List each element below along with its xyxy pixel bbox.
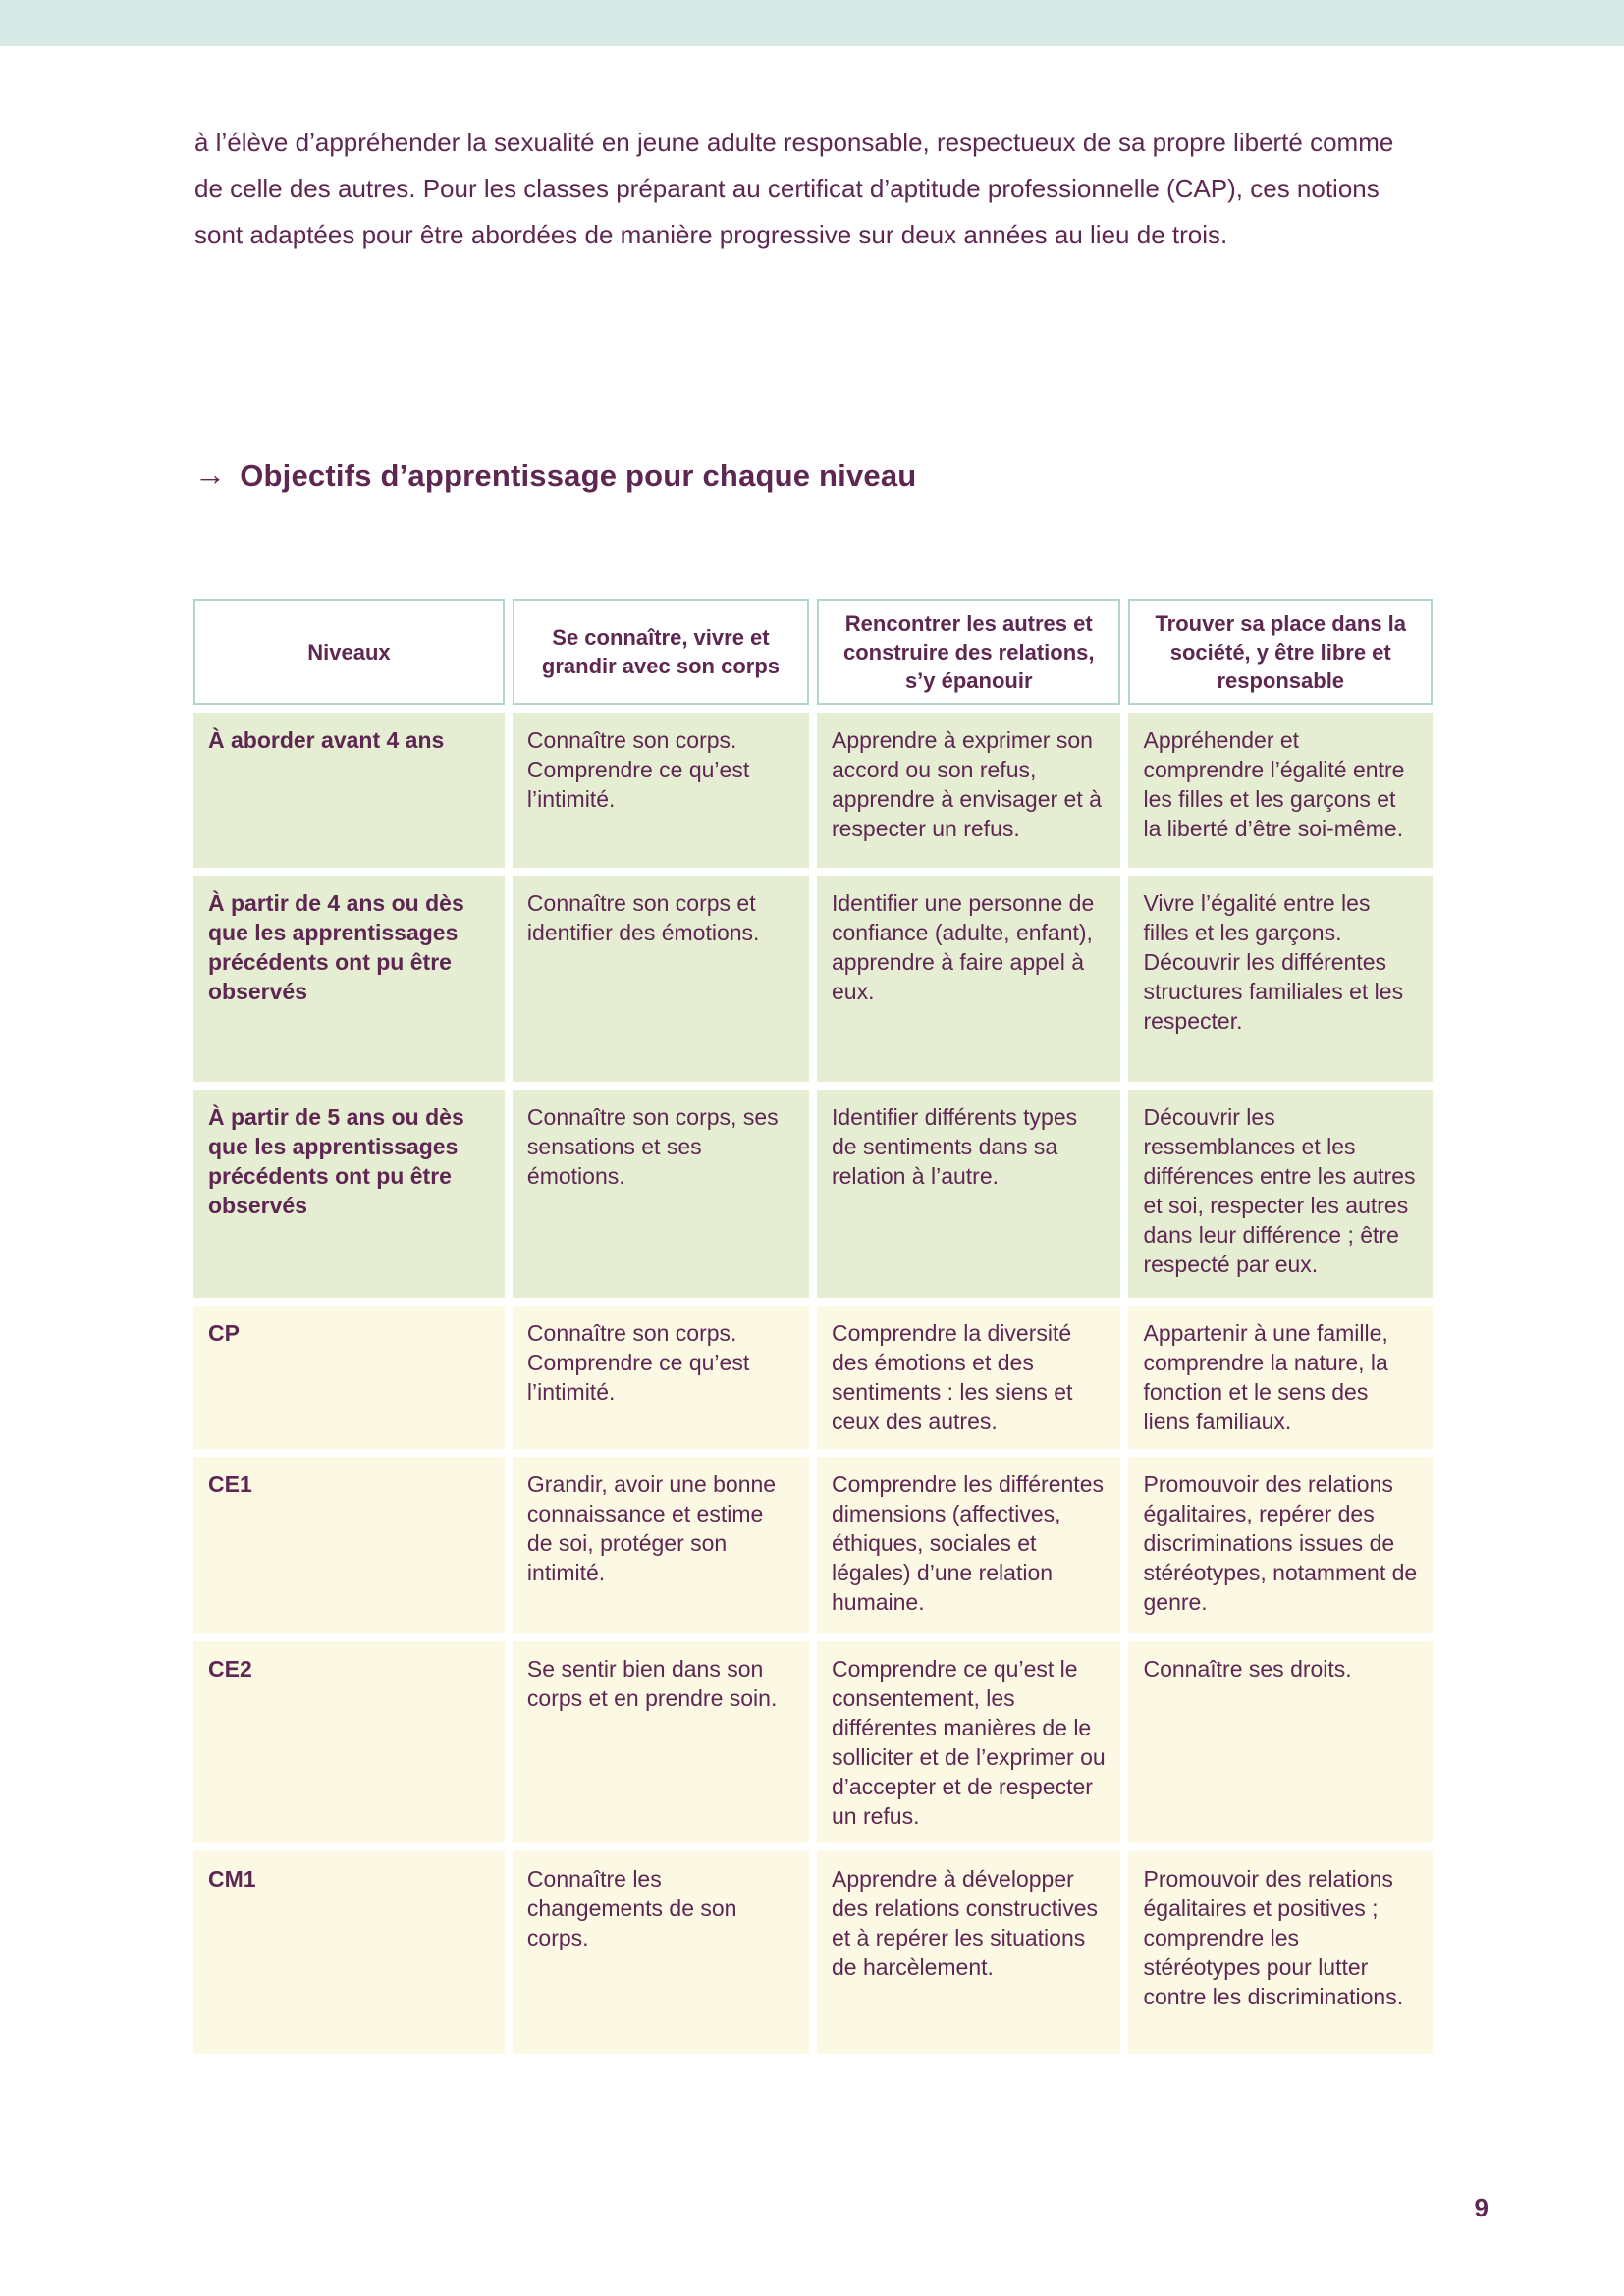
objective-cell: Connaître son corps. Comprendre ce qu’est l’intimité. — [513, 1306, 809, 1449]
table-header-row — [193, 599, 1433, 705]
table-row — [193, 1306, 1433, 1449]
objective-cell: Promouvoir des relations égalitaires, repérer des discriminations issues de stéréotypes, notamment de genre. — [1128, 1457, 1433, 1633]
column-header-niveaux: Niveaux — [193, 599, 505, 705]
objective-cell: Apprendre à développer des relations constructives et à repérer les situations de harcèlement. — [817, 1851, 1121, 2054]
column-header-corps: Se connaître, vivre et grandir avec son corps — [513, 599, 809, 705]
objective-cell: Appartenir à une famille, comprendre la nature, la fonction et le sens des liens familiaux. — [1128, 1306, 1433, 1449]
objective-cell: Connaître ses droits. — [1128, 1641, 1433, 1843]
level-cell: À partir de 4 ans ou dès que les apprentissages précédents ont pu être observés — [193, 876, 505, 1082]
objective-cell: Connaître son corps. Comprendre ce qu’est l’intimité. — [513, 713, 809, 868]
objective-cell: Se sentir bien dans son corps et en prendre soin. — [513, 1641, 809, 1843]
objective-cell: Appréhender et comprendre l’égalité entre les filles et les garçons et la liberté d’être soi-même. — [1128, 713, 1433, 868]
level-cell: CP — [193, 1306, 505, 1449]
table-row — [193, 1851, 1433, 2054]
objective-cell: Promouvoir des relations égalitaires et positives ; comprendre les stéréotypes pour lutter contre les discriminations. — [1128, 1851, 1433, 2054]
objective-cell: Connaître son corps et identifier des émotions. — [513, 876, 809, 1082]
level-cell: CE2 — [193, 1641, 505, 1843]
table-row — [193, 1090, 1433, 1298]
arrow-icon: → — [194, 456, 227, 492]
column-header-relations: Rencontrer les autres et construire des relations, s’y épanouir — [817, 599, 1121, 705]
table-row — [193, 1641, 1433, 1843]
header-band — [0, 0, 1624, 46]
level-cell: À partir de 5 ans ou dès que les apprentissages précédents ont pu être observés — [193, 1090, 505, 1298]
objective-cell: Comprendre les différentes dimensions (affectives, éthiques, sociales et légales) d’une relation humaine. — [817, 1457, 1121, 1633]
section-title-text: Objectifs d’apprentissage pour chaque niveau — [240, 458, 917, 493]
table-row — [193, 876, 1433, 1082]
objective-cell: Connaître les changements de son corps. — [513, 1851, 809, 2054]
page-number: 9 — [1474, 2193, 1489, 2222]
intro-paragraph: à l’élève d’appréhender la sexualité en jeune adulte responsable, respectueux de sa propre liberté comme de celle des autres. Pour les classes préparant au certificat d’aptitude professionnelle (CAP), ces notions sont adaptées pour être abordées de manière progressive sur deux années au lieu de trois. — [194, 128, 1394, 249]
objective-cell: Apprendre à exprimer son accord ou son refus, apprendre à envisager et à respecter un refus. — [817, 713, 1121, 868]
objective-cell: Connaître son corps, ses sensations et ses émotions. — [513, 1090, 809, 1298]
table-row — [193, 713, 1433, 868]
table-row — [193, 1457, 1433, 1633]
objective-cell: Comprendre la diversité des émotions et des sentiments : les siens et ceux des autres. — [817, 1306, 1121, 1449]
column-header-societe: Trouver sa place dans la société, y être libre et responsable — [1128, 599, 1433, 705]
objective-cell: Grandir, avoir une bonne connaissance et estime de soi, protéger son intimité. — [513, 1457, 809, 1633]
objectives-table — [186, 591, 1440, 2061]
objective-cell: Comprendre ce qu’est le consentement, les différentes manières de le solliciter et de l’exprimer ou d’accepter et de respecter un refus. — [817, 1641, 1121, 1843]
level-cell: À aborder avant 4 ans — [193, 713, 505, 868]
objective-cell: Découvrir les ressemblances et les différences entre les autres et soi, respecter les autres dans leur différence ; être respecté par eux. — [1128, 1090, 1433, 1298]
level-cell: CM1 — [193, 1851, 505, 2054]
objective-cell: Identifier différents types de sentiments dans sa relation à l’autre. — [817, 1090, 1121, 1298]
objective-cell: Vivre l’égalité entre les filles et les garçons. Découvrir les différentes structures familiales et les respecter. — [1128, 876, 1433, 1082]
level-cell: CE1 — [193, 1457, 505, 1633]
objective-cell: Identifier une personne de confiance (adulte, enfant), apprendre à faire appel à eux. — [817, 876, 1121, 1082]
table-body — [193, 713, 1433, 2054]
section-heading — [194, 457, 916, 494]
